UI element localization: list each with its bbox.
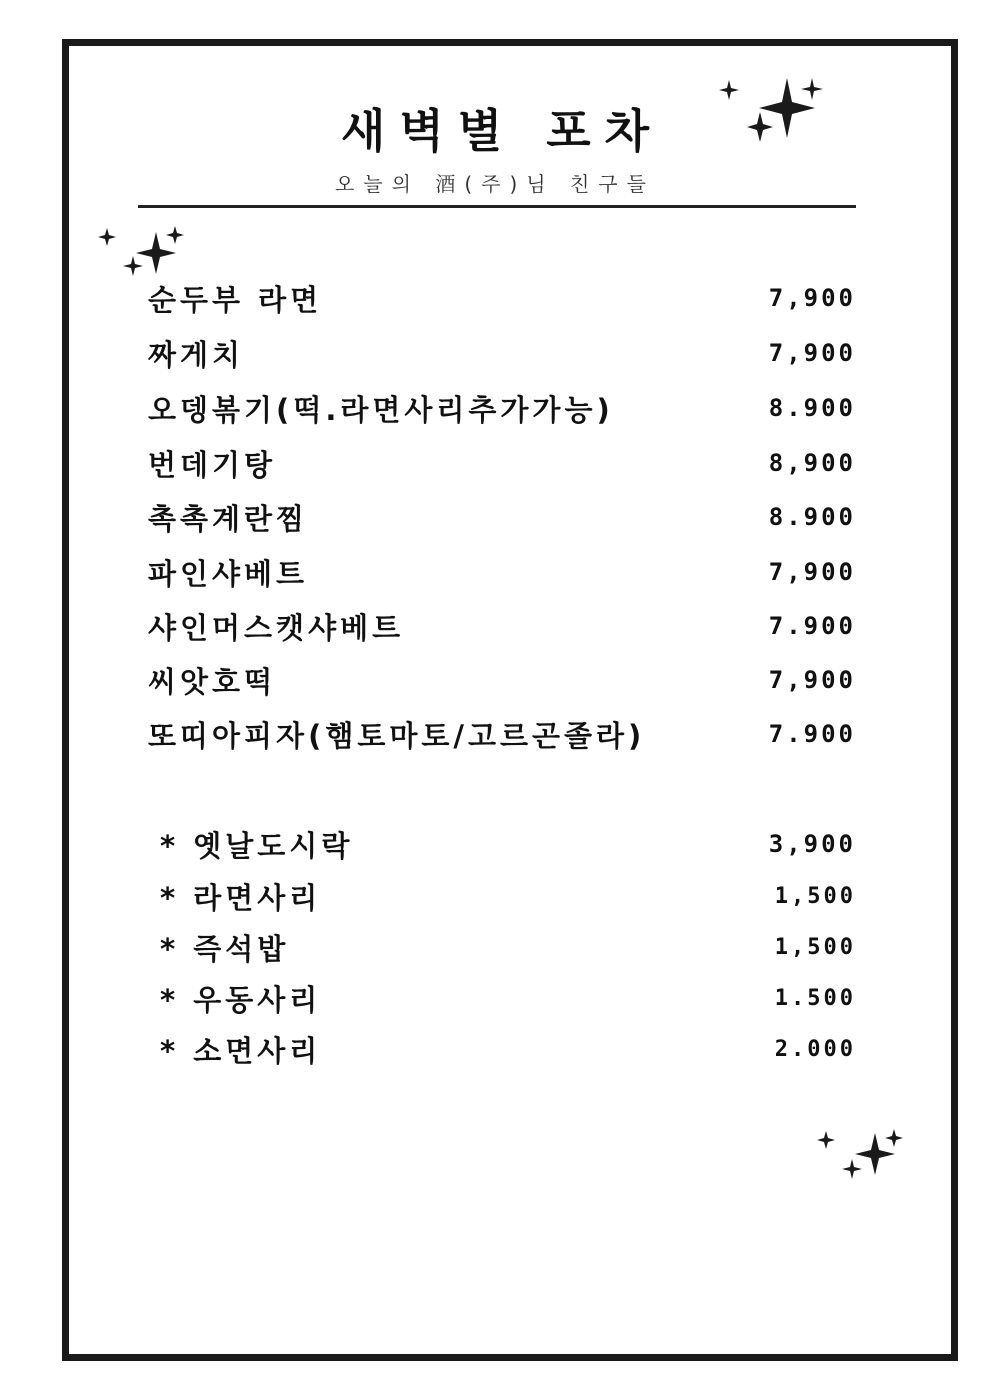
- menu-item-name: 샤인머스캣샤베트: [148, 610, 405, 645]
- menu-item-price: 7,900: [768, 284, 856, 312]
- menu-item: [148, 441, 856, 485]
- side-item: [160, 874, 856, 918]
- side-item-name: * 라면사리: [160, 880, 322, 915]
- sparkle-icon: [715, 72, 830, 147]
- menu-item-name: 촉촉계란찜: [148, 501, 309, 536]
- title-divider: [138, 205, 856, 208]
- side-item: [160, 925, 856, 969]
- menu-item-name: 또띠아피자(햄토마토/고르곤졸라): [148, 718, 646, 753]
- menu-item-price: 8,900: [768, 449, 856, 477]
- menu-item: [148, 658, 856, 702]
- side-item-price: 1.500: [774, 985, 856, 1011]
- menu-item-price: 7.900: [768, 720, 856, 748]
- side-item-name: * 소면사리: [160, 1033, 322, 1068]
- side-item-name: * 즉석밥: [160, 931, 290, 966]
- menu-item-price: 7,900: [768, 666, 856, 694]
- menu-item: [148, 604, 856, 648]
- menu-item: [148, 331, 856, 375]
- menu-item: [148, 712, 856, 756]
- sparkle-icon: [96, 222, 191, 284]
- menu-item-price: 7,900: [768, 558, 856, 586]
- menu-item: [148, 550, 856, 594]
- menu-item-price: 7,900: [768, 339, 856, 367]
- menu-item: [148, 386, 856, 430]
- menu-item: [148, 495, 856, 539]
- menu-item-name: 파인샤베트: [148, 556, 309, 591]
- side-item-price: 2.000: [774, 1036, 856, 1062]
- side-item: [160, 976, 856, 1020]
- side-item-price: 1,500: [774, 883, 856, 909]
- side-item-price: 1,500: [774, 934, 856, 960]
- menu-item-name: 번데기탕: [148, 447, 277, 482]
- page-title: 새벽별 포차: [340, 104, 664, 158]
- page-subtitle: 오늘의 酒(주)님 친구들: [335, 172, 655, 196]
- menu-item-name: 오뎅볶기(떡.라면사리추가가능): [148, 392, 614, 427]
- menu-item-name: 짜게치: [148, 337, 245, 372]
- menu-item-price: 7.900: [768, 612, 856, 640]
- side-item-name: * 옛날도시락: [160, 828, 354, 863]
- side-item: [160, 822, 856, 866]
- side-item-price: 3,900: [768, 830, 856, 858]
- menu-item-name: 씨앗호떡: [148, 664, 277, 699]
- menu-item-price: 8.900: [768, 503, 856, 531]
- side-item: [160, 1027, 856, 1071]
- menu-item: [148, 276, 856, 320]
- sparkle-icon: [815, 1125, 910, 1187]
- menu-item-price: 8.900: [768, 394, 856, 422]
- menu-item-name: 순두부 라면: [148, 282, 323, 317]
- side-item-name: * 우동사리: [160, 982, 322, 1017]
